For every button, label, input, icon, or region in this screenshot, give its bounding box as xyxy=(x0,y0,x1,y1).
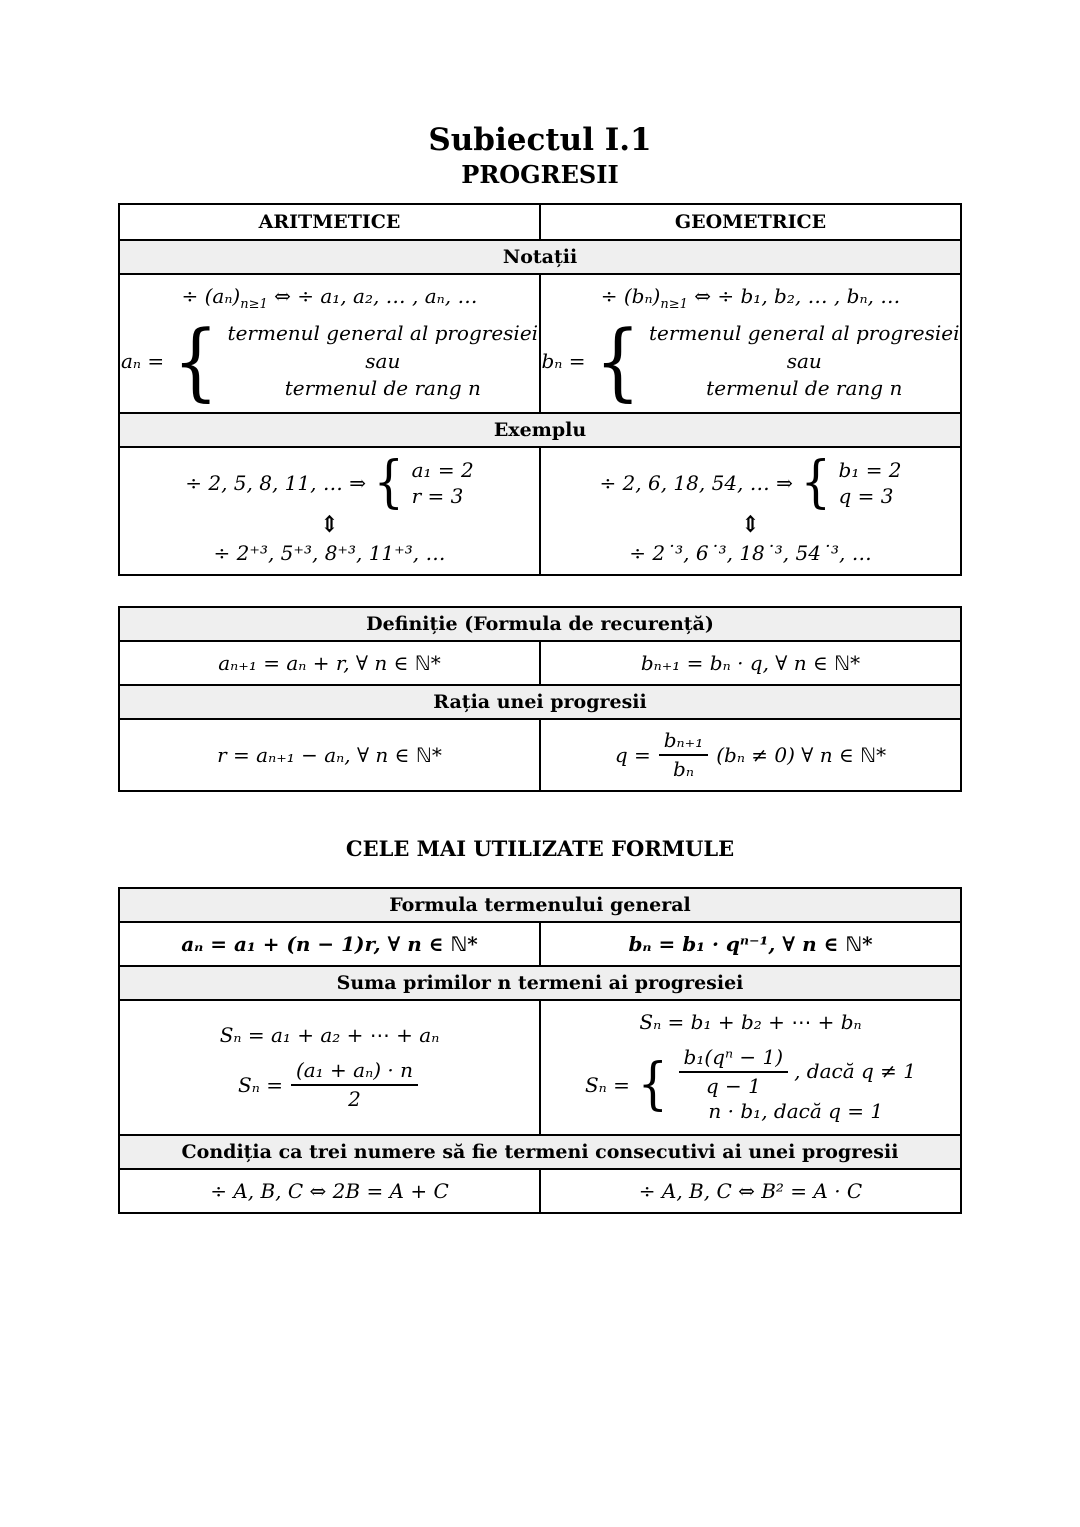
geom-case-2: q = 3 xyxy=(838,483,894,508)
arith-ratio-formula: r = aₙ₊₁ − aₙ, ∀ n ∈ ℕ* xyxy=(119,719,540,791)
arith-sum-lhs: Sₙ = xyxy=(238,1073,283,1098)
geom-example-cell xyxy=(540,447,961,575)
column-headers-row xyxy=(119,204,961,240)
geom-example-line xyxy=(547,449,954,515)
equivalence-updown-arrow: ⇕ xyxy=(740,510,761,538)
geom-notation-subscript: n≥1 xyxy=(660,297,688,312)
arith-case-2: r = 3 xyxy=(411,483,464,508)
fraction-numerator: bₙ₊₁ xyxy=(659,729,708,756)
arith-notation-line xyxy=(126,284,533,312)
geom-ratio-formula xyxy=(540,719,961,791)
geom-example-cases xyxy=(839,457,902,509)
geom-example-result: ÷ 2˙³, 6˙³, 18˙³, 54˙³, … xyxy=(629,540,872,565)
geom-sum-cell xyxy=(540,1000,961,1135)
arith-sum-cell xyxy=(119,1000,540,1135)
geom-condition-formula: ÷ A, B, C ⇔ B² = A · C xyxy=(540,1169,961,1213)
geom-ratio-fraction xyxy=(659,729,708,781)
section-exemplu-row xyxy=(119,413,961,447)
fraction-denominator: bₙ xyxy=(673,756,694,781)
spacer xyxy=(0,189,1080,203)
section-sum: Suma primilor n termeni ai progresiei xyxy=(119,966,961,1000)
arith-recurrence-formula: aₙ₊₁ = aₙ + r, ∀ n ∈ ℕ* xyxy=(119,641,540,685)
section-definition: Definiție (Formula de recurență) xyxy=(119,607,961,641)
def-line-3: termenul de rang n xyxy=(706,376,903,401)
left-brace: { xyxy=(173,311,219,410)
arith-notation-prefix: ÷ (aₙ) xyxy=(181,284,241,308)
notation-example-table xyxy=(118,203,962,576)
geom-sum-case-1 xyxy=(676,1046,916,1098)
section-general-term-row xyxy=(119,888,961,922)
arith-example-line xyxy=(126,449,533,515)
section-notatii-row xyxy=(119,240,961,274)
example-row xyxy=(119,447,961,575)
arith-example-cases xyxy=(412,457,474,509)
geom-notation-prefix: ÷ (bₙ) xyxy=(600,284,661,308)
section-exemplu: Exemplu xyxy=(119,413,961,447)
section-condition-row xyxy=(119,1135,961,1169)
section-general-term: Formula termenului general xyxy=(119,888,961,922)
arith-notation-rest: ⇔ ÷ a₁, a₂, … , aₙ, … xyxy=(267,284,478,308)
arith-example-cell xyxy=(119,447,540,575)
geom-sum-formula xyxy=(547,1046,954,1125)
fraction-denominator: q − 1 xyxy=(705,1073,761,1098)
geom-ratio-rhs: (bₙ ≠ 0) ∀ n ∈ ℕ* xyxy=(716,742,887,767)
fraction-numerator: (a₁ + aₙ) · n xyxy=(291,1059,418,1086)
definition-stack xyxy=(228,320,539,403)
notation-row xyxy=(119,274,961,413)
geom-general-term-definition xyxy=(541,311,960,410)
geom-sum-fraction xyxy=(679,1046,789,1098)
section-definition-row xyxy=(119,607,961,641)
arith-example-result: ÷ 2⁺³, 5⁺³, 8⁺³, 11⁺³, … xyxy=(213,540,446,565)
definition-stack xyxy=(649,320,960,403)
arith-sum-formula xyxy=(126,1059,533,1111)
def-line-1: termenul general al progresiei xyxy=(648,321,960,345)
arith-sum-expanded: Sₙ = a₁ + a₂ + ⋯ + aₙ xyxy=(219,1023,440,1048)
page-subtitle: PROGRESII xyxy=(461,160,619,189)
general-term-row xyxy=(119,922,961,966)
arith-general-formula: aₙ = a₁ + (n − 1)r, ∀ n ∈ ℕ* xyxy=(119,922,540,966)
def-line-3: termenul de rang n xyxy=(284,376,481,401)
geom-sum-expanded: Sₙ = b₁ + b₂ + ⋯ + bₙ xyxy=(639,1009,862,1034)
geom-notation-rest: ⇔ ÷ b₁, b₂, … , bₙ, … xyxy=(687,284,901,308)
arith-def-lhs: aₙ = xyxy=(120,349,165,374)
left-brace: { xyxy=(594,311,640,410)
section-ratio: Rația unei progresii xyxy=(119,685,961,719)
ratio-row xyxy=(119,719,961,791)
formulas-heading: CELE MAI UTILIZATE FORMULE xyxy=(345,835,735,861)
arith-notation-cell xyxy=(119,274,540,413)
arith-general-term-definition xyxy=(120,311,539,410)
geom-ratio-lhs: q = xyxy=(614,742,651,767)
left-brace: { xyxy=(373,449,404,515)
page-title: Subiectul I.1 xyxy=(428,122,652,158)
sum-row xyxy=(119,1000,961,1135)
geom-example-sequence: ÷ 2, 6, 18, 54, … ⇒ xyxy=(599,470,793,495)
geom-notation-cell xyxy=(540,274,961,413)
section-condition: Condiția ca trei numere să fie termeni consecutivi ai unei progresii xyxy=(119,1135,961,1169)
arith-condition-formula: ÷ A, B, C ⇔ 2B = A + C xyxy=(119,1169,540,1213)
definition-ratio-table xyxy=(118,606,962,792)
section-notatii: Notații xyxy=(119,240,961,274)
geom-notation-line xyxy=(547,284,954,312)
arith-case-1: a₁ = 2 xyxy=(411,457,474,482)
main-formulas-table xyxy=(118,887,962,1214)
spacer xyxy=(0,576,1080,606)
geom-ratio-line xyxy=(547,729,954,781)
recurrence-row xyxy=(119,641,961,685)
def-line-1: termenul general al progresiei xyxy=(227,321,539,345)
column-header-aritmetice: ARITMETICE xyxy=(119,204,540,240)
fraction-denominator: 2 xyxy=(348,1087,361,1112)
column-header-geometrice: GEOMETRICE xyxy=(540,204,961,240)
geom-def-lhs: bₙ = xyxy=(541,349,586,374)
arith-sum-fraction xyxy=(291,1059,418,1111)
section-sum-row xyxy=(119,966,961,1000)
geom-sum-case-2: n · b₁, dacă q = 1 xyxy=(708,1098,884,1123)
geom-sum-cases xyxy=(676,1046,916,1125)
section-ratio-row xyxy=(119,685,961,719)
left-brace: { xyxy=(800,449,831,515)
def-line-2: sau xyxy=(365,348,401,373)
def-line-2: sau xyxy=(786,348,822,373)
fraction-numerator: b₁(qⁿ − 1) xyxy=(679,1046,789,1073)
equivalence-updown-arrow: ⇕ xyxy=(319,510,340,538)
geom-case-1: b₁ = 2 xyxy=(838,457,902,482)
condition-row xyxy=(119,1169,961,1213)
arith-example-sequence: ÷ 2, 5, 8, 11, … ⇒ xyxy=(185,470,366,495)
geom-general-formula: bₙ = b₁ · qⁿ⁻¹, ∀ n ∈ ℕ* xyxy=(540,922,961,966)
arith-notation-subscript: n≥1 xyxy=(240,297,268,312)
geom-sum-lhs: Sₙ = xyxy=(584,1073,630,1098)
geom-recurrence-formula: bₙ₊₁ = bₙ · q, ∀ n ∈ ℕ* xyxy=(540,641,961,685)
left-brace: { xyxy=(637,1052,668,1118)
geom-sum-case-1-condition: , dacă q ≠ 1 xyxy=(794,1059,917,1084)
